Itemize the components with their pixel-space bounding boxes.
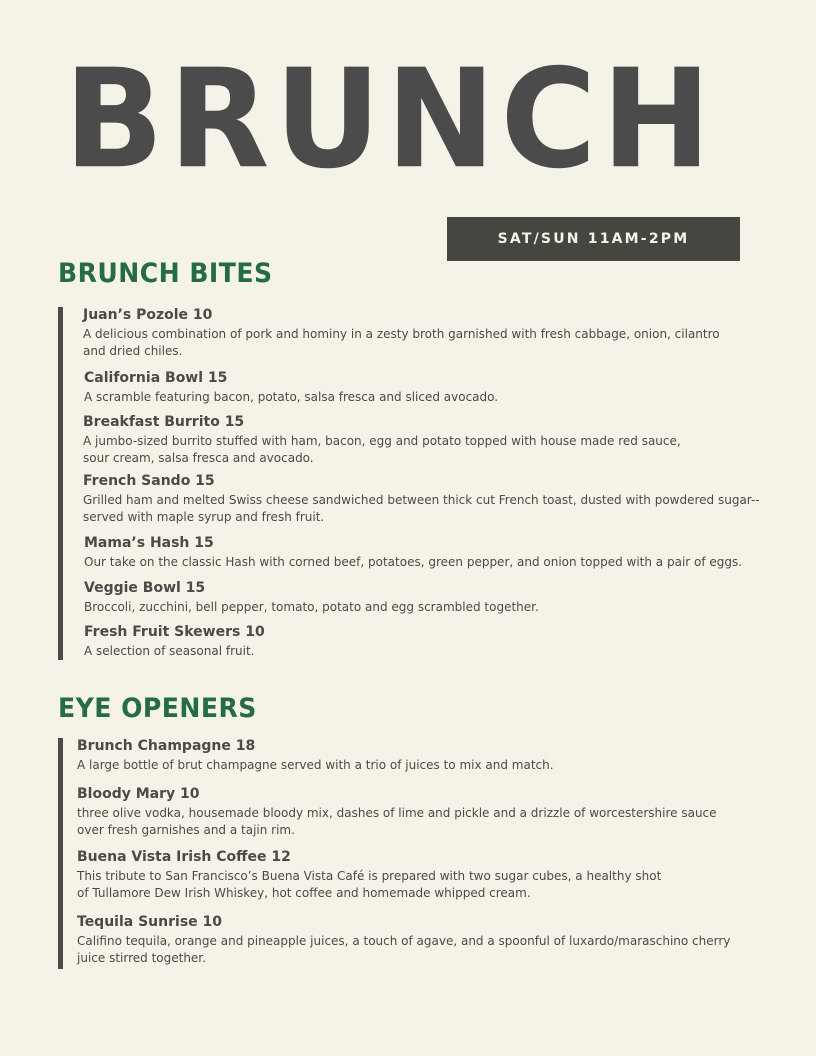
section-divider-bar bbox=[58, 307, 63, 660]
menu-item-description: This tribute to San Francisco’s Buena Vista Café is prepared with two sugar cubes, a healthy shot of Tullamore Dew Irish Whiskey, hot coffee and homemade whipped cream. bbox=[77, 869, 662, 900]
hours-text: SAT/SUN 11AM-2PM bbox=[497, 231, 690, 247]
menu-item bbox=[83, 413, 783, 467]
menu-item-name: Brunch Champagne 18 bbox=[77, 738, 256, 754]
menu-item-name: Tequila Sunrise 10 bbox=[77, 914, 222, 930]
menu-item-description: Broccoli, zucchini, bell pepper, tomato, potato and egg scrambled together. bbox=[84, 600, 539, 614]
menu-item bbox=[83, 472, 783, 526]
menu-item-description: A jumbo-sized burrito stuffed with ham, bacon, egg and potato topped with house made red sauce, sour cream, salsa fresca and avocado. bbox=[83, 434, 681, 465]
menu-item-name: Bloody Mary 10 bbox=[77, 786, 200, 802]
menu-item-description: three olive vodka, housemade bloody mix, dashes of lime and pickle and a drizzle of worcestershire sauce over fresh garnishes and a tajin rim. bbox=[77, 806, 717, 837]
menu-title: BRUNCH bbox=[64, 39, 717, 199]
menu-item bbox=[77, 848, 777, 902]
menu-item-description: A large bottle of brut champagne served with a trio of juices to mix and match. bbox=[77, 758, 554, 772]
menu-item-description: A delicious combination of pork and hominy in a zesty broth garnished with fresh cabbage, onion, cilantro and dried chiles. bbox=[83, 327, 720, 358]
section-divider-bar bbox=[58, 738, 63, 969]
menu-item-name: Veggie Bowl 15 bbox=[84, 580, 206, 596]
menu-item-name: Juan’s Pozole 10 bbox=[83, 307, 213, 323]
section-title-eye-openers: EYE OPENERS bbox=[58, 693, 257, 724]
menu-item-description: A scramble featuring bacon, potato, salsa fresca and sliced avocado. bbox=[84, 390, 499, 404]
menu-item-description: Califino tequila, orange and pineapple juices, a touch of agave, and a spoonful of luxardo/maraschino cherry juice stirred together. bbox=[77, 934, 731, 965]
menu-item bbox=[84, 534, 784, 571]
menu-item bbox=[77, 785, 777, 839]
menu-item-name: Mama’s Hash 15 bbox=[84, 535, 214, 551]
menu-item bbox=[84, 369, 784, 406]
hours-banner bbox=[447, 217, 740, 261]
menu-item-name: Fresh Fruit Skewers 10 bbox=[84, 624, 265, 640]
menu-item-description: Grilled ham and melted Swiss cheese sandwiched between thick cut French toast, dusted with powdered sugar-- served with maple syrup and fresh fruit. bbox=[83, 493, 760, 524]
menu-item bbox=[84, 623, 784, 660]
menu-item-description: A selection of seasonal fruit. bbox=[84, 644, 255, 658]
menu-item-name: Buena Vista Irish Coffee 12 bbox=[77, 849, 291, 865]
menu-item bbox=[83, 306, 783, 360]
menu-item bbox=[84, 579, 784, 616]
menu-item bbox=[77, 737, 777, 774]
menu-item-description: Our take on the classic Hash with corned beef, potatoes, green pepper, and onion topped with a pair of eggs. bbox=[84, 555, 743, 569]
menu-item-name: Breakfast Burrito 15 bbox=[83, 414, 245, 430]
menu-item-name: French Sando 15 bbox=[83, 473, 215, 489]
menu-item bbox=[77, 913, 777, 967]
menu-item-name: California Bowl 15 bbox=[84, 370, 228, 386]
section-title-brunch-bites: BRUNCH BITES bbox=[58, 258, 273, 289]
